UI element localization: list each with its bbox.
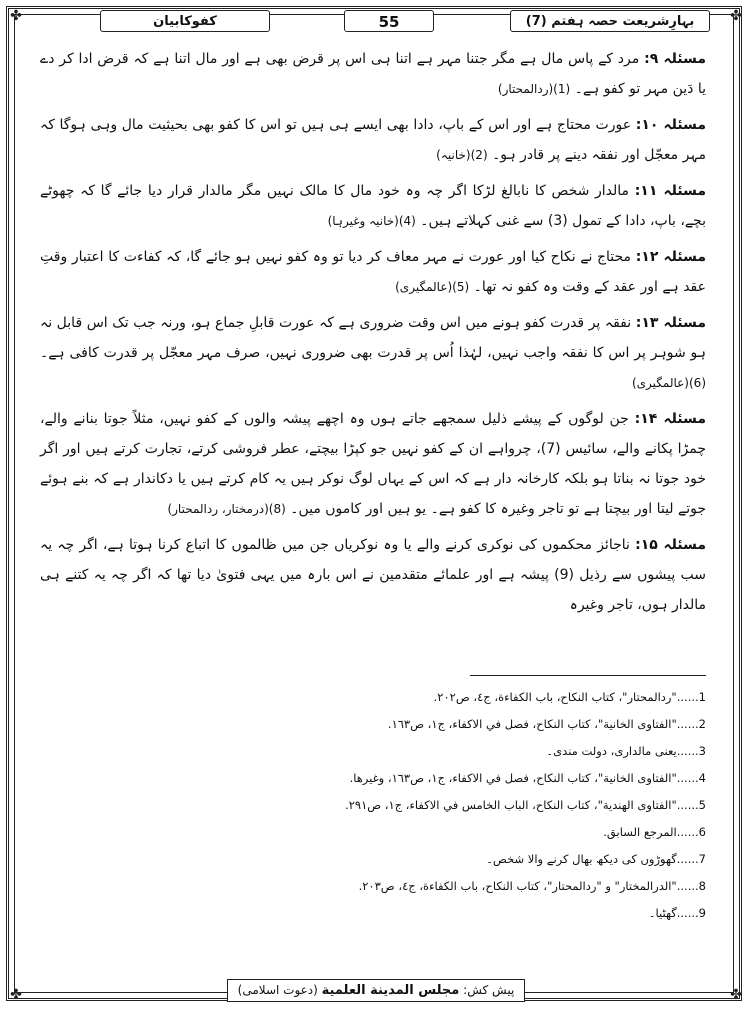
footnote: 9......گھٹیا۔ bbox=[648, 906, 706, 920]
masala-text: نفقہ پر قدرت کفو ہونے میں اس وقت ضروری ہے کہ عورت قابلِ جماع ہو، ورنہ جب تک اس قابل نہ ہو شوہر پر اس کا نفقہ واجب نہیں، لہٰذا اُس پر قدرت بھی ضروری نہیں، صرف مہر معجّل پر قدرت کافی ہے۔ bbox=[40, 315, 706, 361]
footnote: 2......"الفتاوى الخانية"، كتاب النكاح، فصل في الاكفاء، ج١، ص١٦٣. bbox=[387, 717, 706, 731]
footnote: 1......"ردالمحتار"، كتاب النكاح، باب الكفاءة، ج٤، ص٢٠٢. bbox=[433, 690, 706, 704]
masala-label: مسئلہ ۹: bbox=[644, 51, 707, 67]
masala-label: مسئلہ ۱۴: bbox=[634, 411, 707, 427]
masala-label: مسئلہ ۱۱: bbox=[634, 183, 707, 199]
corner-ornament-icon: ✤ bbox=[10, 987, 22, 1003]
footnote: 3......یعنی مالداری، دولت مندی۔ bbox=[546, 744, 706, 758]
chapter-title: کفوکابیان bbox=[100, 10, 270, 32]
masala-text: عورت محتاج ہے اور اس کے باپ، دادا بھی ایسے ہی ہیں تو اس کا کفو بھی بحیثیت مال وہی ہوگا کہ مہر معجّل اور نفقہ دینے پر قادر ہو۔ bbox=[40, 117, 706, 163]
masala-label: مسئلہ ۱۰: bbox=[635, 117, 706, 133]
corner-ornament-icon: ✤ bbox=[730, 8, 742, 24]
masala-reference: (2)(خانیہ) bbox=[436, 148, 488, 162]
masala-reference: (1)(ردالمحتار) bbox=[497, 82, 571, 96]
page-number: 55 bbox=[344, 10, 434, 32]
page-footer bbox=[0, 979, 752, 1002]
footnote: 4......"الفتاوى الخانية"، كتاب النكاح، فصل في الاكفاء، ج١، ص١٦٣، وغيرها. bbox=[349, 771, 706, 785]
book-title: بہارِشریعت حصہ ہفتم (7) bbox=[510, 10, 710, 32]
masala-reference: (5)(عالمگیری) bbox=[395, 280, 470, 294]
organization-name: (دعوت اسلامی) bbox=[237, 983, 318, 997]
corner-ornament-icon: ✤ bbox=[730, 987, 742, 1003]
masala-text: مالدار شخص کا نابالغ لڑکا اگر چہ وہ خود مال کا مالک نہیں مگر مالدار قرار دیا جائے گا کہ چھوٹے بچے، باپ، دادا کے تمول (3) سے غنی کہلاتے ہیں۔ bbox=[40, 183, 706, 229]
masala-reference: (4)(خانیہ وغیرہا) bbox=[327, 214, 416, 228]
masala-11 bbox=[40, 176, 706, 236]
masala-text: مرد کے پاس مال ہے مگر جتنا مہر ہے اتنا ہی اس پر قرض بھی ہے اور مال اتنا ہے کہ قرض ادا کر دے یا دَین مہر تو کفو ہے۔ bbox=[40, 51, 706, 97]
main-text bbox=[40, 44, 706, 626]
masala-label: مسئلہ ۱۲: bbox=[635, 249, 707, 265]
corner-ornament-icon: ✤ bbox=[10, 8, 22, 24]
masala-reference: (6)(عالمگیری) bbox=[631, 376, 706, 390]
masala-12 bbox=[40, 242, 706, 302]
masala-reference: (8)(درمختار، ردالمحتار) bbox=[167, 502, 286, 516]
masala-text: جن لوگوں کے پیشے ذلیل سمجھے جاتے ہوں وہ اچھے پیشہ والوں کے کفو نہیں، مثلاً جوتا بنانے والے، چمڑا پکانے والے، سائیس (7)، چرواہے ان کے کفو نہیں جو کپڑا بیچتے، عطر فروشی کرتے، تجارت کرتے ہیں اور اگر خود جوتا نہ بناتا ہو بلکہ کارخانہ دار ہے کہ اس کے یہاں لوگ نوکر ہیں یہ کام کرتے ہیں یا دکاندار ہے کہ بنے ہوئے جوتے لیتا اور بیچتا ہے تو تاجر وغیرہ کا کفو ہے۔ یو ہیں اور کاموں میں۔ bbox=[40, 411, 706, 517]
footnote: 8......"الدرالمختار" و "ردالمحتار"، كتاب النكاح، باب الكفاءة، ج٤، ص٢٠٣. bbox=[358, 879, 706, 893]
page-header bbox=[30, 6, 722, 34]
masala-10 bbox=[40, 110, 706, 170]
masala-text: ناجائز محکموں کی نوکری کرنے والے یا وہ نوکریاں جن میں ظالموں کا اتباع کرنا ہوتا ہے، اگر چہ یہ سب پیشوں سے رذیل (9) پیشہ ہے اور علمائے متقدمین نے اس بارہ میں یہی فتویٰ دیا تھا کہ اگر چہ یہ کتنے ہی مالدار ہوں، تاجر وغیرہ bbox=[40, 537, 706, 613]
masala-9 bbox=[40, 44, 706, 104]
masala-14 bbox=[40, 404, 706, 524]
footnotes bbox=[60, 684, 706, 927]
masala-13 bbox=[40, 308, 706, 398]
masala-label: مسئلہ ۱۳: bbox=[635, 315, 707, 331]
masala-text: محتاج نے نکاح کیا اور عورت نے مہر معاف کر دیا تو وہ کفو نہیں ہو جائے گا، کہ کفاءت کا اعتبار وقتِ عقد ہے اور عقد کے وقت وہ کفو نہ تھا۔ bbox=[40, 249, 706, 295]
footnote: 7......گھوڑوں کی دیکھ بھال کرنے والا شخص۔ bbox=[486, 852, 706, 866]
masala-label: مسئلہ ۱۵: bbox=[635, 537, 707, 553]
footnote: 6......المرجع السابق. bbox=[603, 825, 706, 839]
masala-15 bbox=[40, 530, 706, 620]
publisher-box bbox=[227, 979, 526, 1002]
presented-by-label: پیش کش: bbox=[463, 983, 515, 997]
footnote: 5......"الفتاوى الهندية"، كتاب النكاح، الباب الخامس في الاكفاء، ج١، ص٢٩١. bbox=[345, 798, 706, 812]
footnote-separator bbox=[470, 675, 706, 676]
publisher-name: مجلس المدینة العلمیة bbox=[321, 983, 460, 998]
